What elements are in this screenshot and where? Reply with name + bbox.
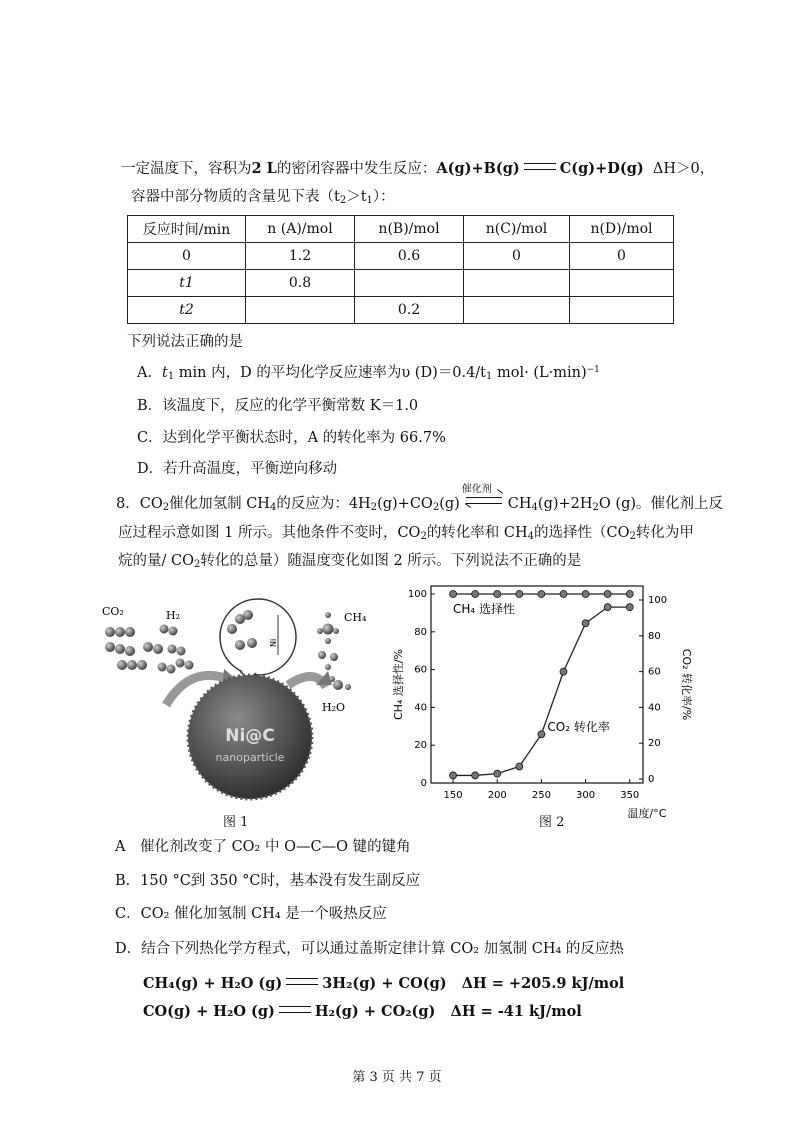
q8-stem-line3: 烷的量/ $CO_2$转化的总量）随温度变化如图 2 所示。下列说法不正确的是: [118, 553, 582, 570]
table-cell: 0.6: [355, 243, 464, 270]
h2-label: H₂: [166, 609, 181, 622]
data-point: [604, 591, 611, 598]
table-cell: 0: [464, 243, 570, 270]
y-right-axis-label: CO₂ 转化率/%: [680, 648, 693, 721]
table-cell: t2: [128, 297, 246, 324]
figure-2-caption: 图 2: [539, 815, 565, 830]
data-point: [494, 591, 501, 598]
ch4-molecule-icon: [317, 612, 339, 670]
data-point: [472, 591, 479, 598]
data-point: [538, 591, 545, 598]
x-tick-label: 150: [443, 790, 463, 801]
table-row: [128, 243, 674, 270]
table-cell: 0: [128, 243, 246, 270]
q7-prompt: 下列说法正确的是: [127, 334, 243, 350]
table-cell: t1: [128, 270, 246, 297]
q7-option-c[interactable]: C．达到化学平衡状态时，A 的转化率为 66.7%: [137, 430, 446, 446]
q8-option-a[interactable]: A 催化剂改变了 CO₂ 中 O—C—O 键的键角: [115, 839, 411, 855]
y-left-tick-label: 0: [420, 778, 427, 789]
series-line-co2-conversion: [453, 607, 630, 775]
q8-stem-line2: 应过程示意如图 1 所示。其他条件不变时，$CO_2$的转化率和 $CH_4$的选择性（$CO_2$转化为甲: [118, 525, 694, 542]
data-point: [626, 591, 633, 598]
y-right-tick-label: 40: [648, 702, 661, 714]
y-left-tick-label: 20: [414, 740, 427, 752]
y-left-axis-label: CH₄ 选择性/%: [392, 648, 405, 721]
x-tick-label: 200: [487, 790, 507, 801]
data-point: [582, 620, 589, 627]
nanoparticle-label: nanoparticle: [215, 751, 285, 764]
co2-label: CO₂: [102, 605, 124, 618]
x-tick-label: 300: [576, 790, 596, 801]
h2o-molecule-icon: [329, 676, 351, 690]
table-header: n(D)/mol: [570, 216, 674, 243]
q7-option-a[interactable]: A．$t_1$ min 内，D 的平均化学反应速率为υ $(D)=0.4/t_1$ $mol\cdot (L\cdot\min)^{-1}$: [137, 365, 600, 382]
table-cell: 0.8: [246, 270, 355, 297]
q7-stem-line1: 一定温度下，容积为2 L的密闭容器中发生反应：A(g)+B(g) C(g)+D(g) ΔH＞0，: [121, 160, 715, 177]
data-point: [516, 591, 523, 598]
q7-option-b[interactable]: B．该温度下，反应的化学平衡常数 K＝1.0: [137, 398, 419, 414]
data-point: [604, 604, 611, 611]
page-footer: 第 3 页 共 7 页: [352, 1070, 442, 1085]
figure-1-schematic: [100, 585, 380, 810]
data-point: [538, 731, 545, 738]
q7-stem-line2: 容器中部分物质的含量见下表$(t_2>t_1)$：: [131, 189, 395, 206]
figure-1-caption: 图 1: [223, 815, 249, 830]
y-left-tick-label: 80: [414, 626, 427, 638]
y-right-tick-label: 0: [648, 774, 655, 785]
x-tick-label: 350: [620, 790, 640, 801]
table-cell: 0.2: [355, 297, 464, 324]
ni-label: Ni: [269, 638, 278, 647]
table-header: n(B)/mol: [355, 216, 464, 243]
co2-molecules-icon: [105, 627, 163, 670]
data-point: [626, 604, 633, 611]
table-header: 反应时间/min: [128, 216, 246, 243]
table-cell: [464, 270, 570, 297]
niac-label: Ni@C: [225, 726, 275, 746]
table-header: n (A)/mol: [246, 216, 355, 243]
data-point: [450, 772, 457, 779]
table-cell: 0: [570, 243, 674, 270]
data-point: [560, 591, 567, 598]
q8-option-c[interactable]: C．CO₂ 催化加氢制 CH₄ 是一个吸热反应: [115, 906, 387, 922]
table-cell: [246, 297, 355, 324]
annotation-ch4: CH₄ 选择性: [453, 602, 516, 616]
table-header: n(C)/mol: [464, 216, 570, 243]
equilibrium-sign: [524, 163, 556, 170]
x-axis-label: 温度/°C: [627, 807, 667, 820]
kinetics-table: [127, 215, 674, 324]
q8-stem-line1: 8．$CO_2$催化加氢制 $CH_4$的反应为：$4H_2(g)+CO_2(g)$ 催化剂 $CH_4(g)+2H_2O$ (g)。催化剂上反: [116, 484, 724, 513]
y-right-tick-label: 80: [648, 630, 661, 642]
equals-sign: [279, 1006, 311, 1013]
data-point: [450, 591, 457, 598]
thermo-equation-2: CO(g) + H₂O (g) H₂(g) + CO₂(g) ΔH = -41 kJ/mol: [143, 1003, 582, 1020]
ch4-label: CH₄: [344, 611, 367, 624]
q8-option-b[interactable]: B．150 °C到 350 °C时，基本没有发生副反应: [115, 873, 421, 889]
data-point: [472, 772, 479, 779]
thermo-equation-1: CH₄(g) + H₂O (g) 3H₂(g) + CO(g) ΔH = +205.9 kJ/mol: [143, 975, 625, 992]
y-left-tick-label: 60: [414, 664, 427, 676]
q7-option-d[interactable]: D．若升高温度，平衡逆向移动: [137, 461, 338, 477]
table-cell: [464, 297, 570, 324]
table-cell: 1.2: [246, 243, 355, 270]
table-row: [128, 297, 674, 324]
figure-2-chart: [380, 578, 700, 826]
table-cell: [570, 270, 674, 297]
reversible-arrow: 催化剂: [466, 496, 502, 506]
annotation-co2: CO₂ 转化率: [547, 719, 610, 734]
table-cell: [570, 297, 674, 324]
table-cell: [355, 270, 464, 297]
data-point: [516, 763, 523, 770]
table-row: [128, 270, 674, 297]
table-header-row: [128, 216, 674, 243]
y-right-tick-label: 60: [648, 666, 661, 678]
data-point: [582, 591, 589, 598]
data-point: [560, 668, 567, 675]
x-tick-label: 250: [531, 790, 551, 801]
y-left-tick-label: 40: [414, 702, 427, 714]
equals-sign: [286, 978, 318, 985]
data-point: [494, 770, 501, 777]
y-right-tick-label: 100: [648, 595, 668, 606]
h2o-label: H₂O: [322, 701, 346, 714]
y-left-tick-label: 100: [407, 589, 427, 600]
q8-option-d[interactable]: D．结合下列热化学方程式，可以通过盖斯定律计算 CO₂ 加氢制 CH₄ 的反应热: [115, 941, 624, 957]
y-right-tick-label: 20: [648, 738, 661, 750]
